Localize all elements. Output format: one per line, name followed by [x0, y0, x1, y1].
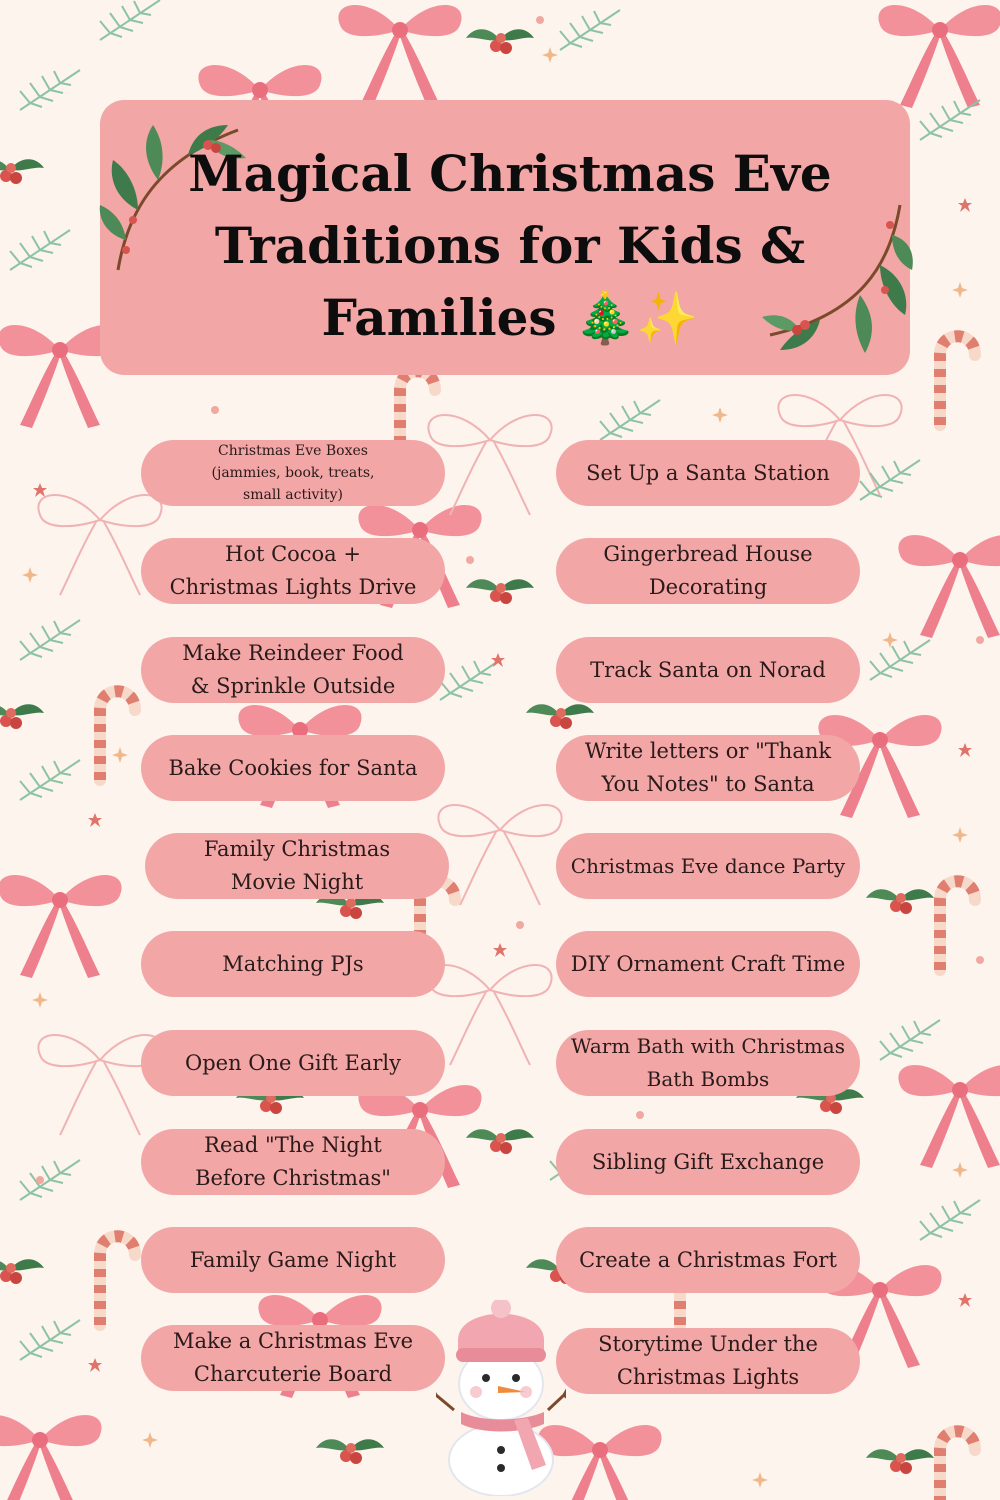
tradition-item: Family Christmas Movie Night [145, 833, 449, 899]
tradition-item: Hot Cocoa + Christmas Lights Drive [141, 538, 445, 604]
tradition-item: Make a Christmas Eve Charcuterie Board [141, 1325, 445, 1391]
tradition-item: Create a Christmas Fort [556, 1227, 860, 1293]
tradition-item: Sibling Gift Exchange [556, 1129, 860, 1195]
tradition-item: Matching PJs [141, 931, 445, 997]
tradition-item: Gingerbread House Decorating [556, 538, 860, 604]
tradition-item: Storytime Under the Christmas Lights [556, 1328, 860, 1394]
tradition-item: Christmas Eve Boxes (jammies, book, treats, small activity) [141, 440, 445, 506]
title-line-2: Traditions for Kids & [214, 216, 806, 275]
title-line-1: Magical Christmas Eve [188, 144, 832, 203]
tradition-item: Make Reindeer Food & Sprinkle Outside [141, 637, 445, 703]
tradition-item: DIY Ornament Craft Time [556, 931, 860, 997]
tradition-item: Write letters or "Thank You Notes" to Santa [556, 735, 860, 801]
tradition-item: Family Game Night [141, 1227, 445, 1293]
title-line-3: Families 🎄✨ [321, 288, 699, 347]
tradition-item: Read "The Night Before Christmas" [141, 1129, 445, 1195]
tradition-item: Bake Cookies for Santa [141, 735, 445, 801]
tradition-item: Warm Bath with Christmas Bath Bombs [556, 1030, 860, 1096]
page-title [160, 138, 860, 354]
tradition-item: Track Santa on Norad [556, 637, 860, 703]
tradition-item: Open One Gift Early [141, 1030, 445, 1096]
tradition-item: Christmas Eve dance Party [556, 833, 860, 899]
snowman-icon [436, 1300, 566, 1496]
tradition-item: Set Up a Santa Station [556, 440, 860, 506]
